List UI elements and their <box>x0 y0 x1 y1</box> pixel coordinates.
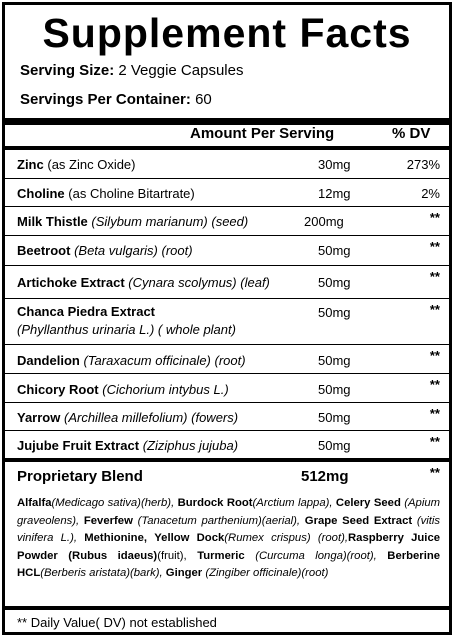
proprietary-blend-amount: 512mg <box>301 468 349 485</box>
ingredient-part: (fowers) <box>191 410 239 425</box>
ingredient-amount: 50mg <box>318 353 351 368</box>
ingredient-name <box>17 352 246 370</box>
ingredient-latin: (Silybum marianum) <box>91 214 208 229</box>
ingredient-latin: (Taraxacum officinale) <box>83 353 211 368</box>
ingredient-label: Beetroot <box>17 243 71 258</box>
proprietary-blend-dv: ** <box>429 465 440 480</box>
serving-size <box>20 62 243 80</box>
ingredient-part: (leaf) <box>240 275 270 290</box>
blend-ingredient: Grape Seed Extract (vitis vinifera L.), <box>17 514 441 545</box>
ingredient-dv: 2% <box>421 186 440 201</box>
ingredient-name <box>17 437 238 455</box>
proprietary-blend-ingredients <box>17 495 440 583</box>
ingredient-name <box>17 213 248 231</box>
blend-ingredient: Methionine, <box>84 532 147 545</box>
blend-ingredient: Celery Seed (Apium graveolens), <box>17 497 441 527</box>
serving-size-value: 2 Veggie Capsules <box>118 62 244 79</box>
blend-ingredient: Raspberry Juice Powder (Rubus idaeus)(fruit), <box>17 532 441 562</box>
ingredient-part: (root) <box>214 353 246 368</box>
ingredient-label: Dandelion <box>17 353 80 368</box>
blend-ingredient: Burdock Root(Arctium lappa), <box>177 497 333 509</box>
blend-ingredient: Ginger (Zingiber officinale)(root) <box>165 567 329 580</box>
table-row <box>5 207 449 236</box>
ingredient-label: Milk Thistle <box>17 214 88 229</box>
ingredient-name <box>17 303 236 339</box>
blend-ingredient: Yellow Dock(Rumex crispus) (root), <box>154 532 348 545</box>
ingredient-latin: (Cichorium intybus L.) <box>102 382 229 397</box>
ingredient-name <box>17 242 193 260</box>
ingredient-amount: 30mg <box>318 157 351 172</box>
ingredient-amount: 12mg <box>318 186 351 201</box>
servings-per-container-value: 60 <box>195 91 212 108</box>
table-row <box>5 374 449 403</box>
daily-value-footnote: ** Daily Value( DV) not established <box>17 615 217 630</box>
ingredient-dv: 273% <box>406 157 440 172</box>
table-row <box>5 179 449 207</box>
table-row <box>5 403 449 431</box>
ingredient-name <box>17 185 195 203</box>
ingredient-label: Artichoke Extract <box>17 275 125 290</box>
ingredient-dv: ** <box>429 377 440 392</box>
ingredient-label: Zinc <box>17 157 44 172</box>
ingredient-dv: ** <box>429 348 440 363</box>
ingredient-name <box>17 274 270 292</box>
ingredient-dv: ** <box>429 434 440 449</box>
ingredient-amount: 50mg <box>318 305 351 320</box>
ingredient-name <box>17 409 238 427</box>
serving-size-label: Serving Size: <box>20 62 115 79</box>
ingredient-part: ( whole plant) <box>157 322 236 337</box>
ingredient-label: Yarrow <box>17 410 61 425</box>
thick-divider <box>5 118 449 125</box>
table-row <box>5 236 449 266</box>
table-row <box>5 299 449 345</box>
servings-per-container <box>20 91 212 109</box>
table-row <box>5 345 449 374</box>
blend-ingredient: Turmeric (Curcuma longa)(root), <box>197 549 377 562</box>
ingredient-latin: (Cynara scolymus) <box>128 275 237 290</box>
ingredient-dv: ** <box>429 210 440 225</box>
ingredient-label: Chicory Root <box>17 382 99 397</box>
ingredient-dv: ** <box>429 239 440 254</box>
table-row <box>5 266 449 299</box>
servings-per-container-label: Servings Per Container: <box>20 91 191 108</box>
table-row <box>5 431 449 462</box>
ingredient-latin: (Ziziphus jujuba) <box>142 438 239 453</box>
ingredient-name <box>17 156 136 174</box>
ingredient-part: (root) <box>161 243 193 258</box>
ingredient-amount: 50mg <box>318 243 351 258</box>
ingredient-dv: ** <box>429 269 440 284</box>
ingredient-latin: (Phyllanthus urinaria L.) <box>17 322 155 337</box>
blend-ingredient: Alfalfa(Medicago sativa)(herb), <box>17 497 175 509</box>
ingredient-label: Chanca Piedra Extract <box>17 304 156 319</box>
ingredient-dv: ** <box>429 302 440 317</box>
ingredient-detail: (as Zinc Oxide) <box>47 157 136 172</box>
ingredient-name <box>17 381 229 399</box>
footer-divider <box>5 606 449 610</box>
supplement-facts-panel <box>2 2 452 635</box>
ingredient-amount: 50mg <box>318 410 351 425</box>
ingredient-label: Choline <box>17 186 65 201</box>
blend-ingredient: Feverfew (Tanacetum parthenium)(aerial), <box>83 514 301 527</box>
ingredient-dv: ** <box>429 406 440 421</box>
ingredient-label: Jujube Fruit Extract <box>17 438 140 453</box>
dv-header: % DV <box>392 125 431 142</box>
blend-ingredient: Berberine HCL(Berberis aristata)(bark), <box>17 549 441 580</box>
ingredient-detail: (as Choline Bitartrate) <box>68 186 195 201</box>
ingredient-amount: 50mg <box>318 275 351 290</box>
table-row <box>5 150 449 179</box>
ingredient-latin: (Beta vulgaris) <box>74 243 158 258</box>
ingredient-part: (seed) <box>211 214 249 229</box>
ingredient-amount: 50mg <box>318 382 351 397</box>
amount-per-serving-header: Amount Per Serving <box>190 125 335 142</box>
proprietary-blend-title: Proprietary Blend <box>17 468 143 485</box>
ingredient-amount: 200mg <box>304 214 344 229</box>
panel-title: Supplement Facts <box>42 10 412 56</box>
ingredient-latin: (Archillea millefolium) <box>63 410 188 425</box>
ingredient-amount: 50mg <box>318 438 351 453</box>
